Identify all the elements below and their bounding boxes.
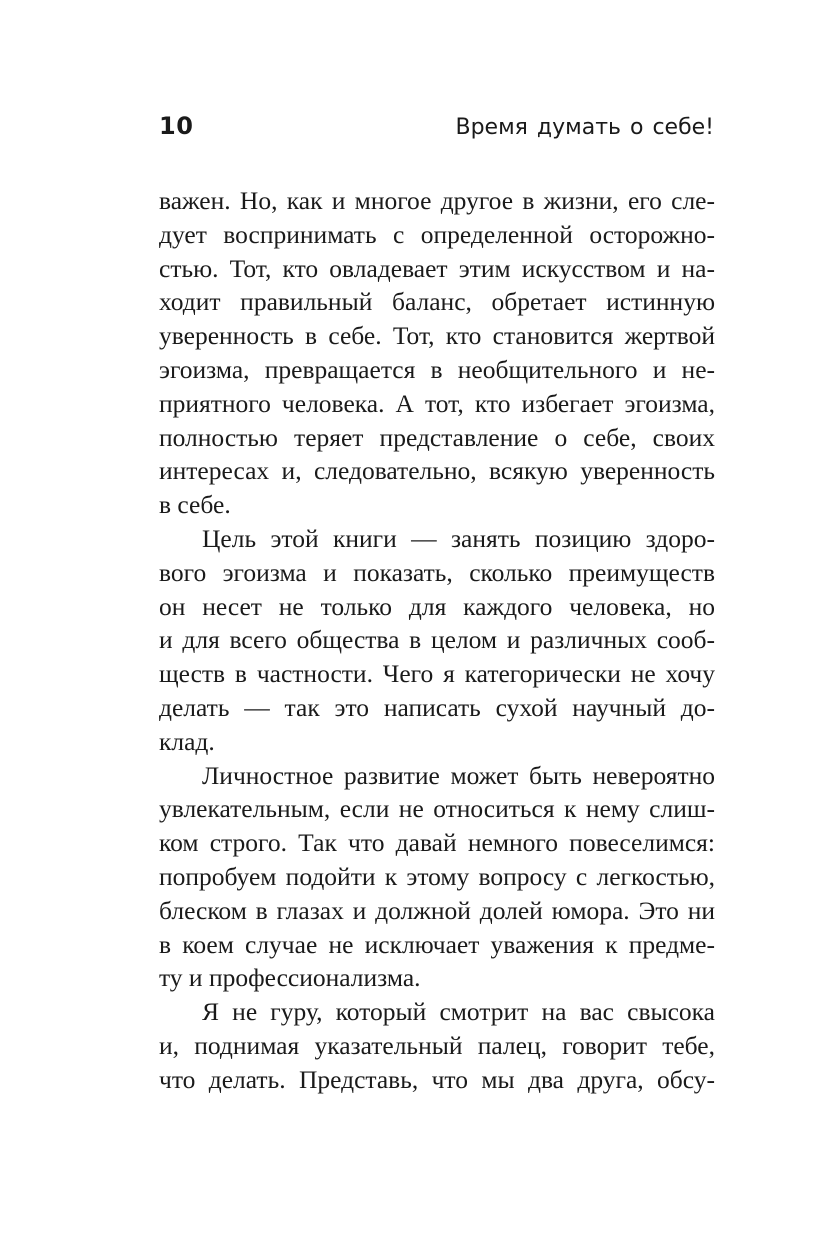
text-line: Цель этой книги — занять позицию здоро- bbox=[202, 523, 715, 553]
page-number: 10 bbox=[159, 112, 194, 140]
text-line: увлекательным, если не относиться к нему слиш- bbox=[159, 794, 715, 824]
text-line: что делать. Представь, что мы два друга, обсу- bbox=[159, 1064, 715, 1094]
text-line: в себе. bbox=[159, 490, 231, 520]
text-line: Я не гуру, который смотрит на вас свысока bbox=[202, 997, 715, 1027]
text-line: и, поднимая указательный палец, говорит тебе, bbox=[159, 1030, 715, 1060]
body-text bbox=[159, 184, 715, 1097]
text-line: и для всего общества в целом и различных сооб- bbox=[159, 625, 715, 655]
text-line: уверенность в себе. Тот, кто становится жертвой bbox=[159, 321, 715, 351]
text-line: он несет не только для каждого человека, но bbox=[159, 591, 715, 621]
text-line: попробуем подойти к этому вопросу с легкостью, bbox=[159, 861, 715, 891]
text-line: блеском в глазах и должной долей юмора. Это ни bbox=[159, 895, 715, 925]
running-head bbox=[159, 112, 714, 146]
text-line: ту и профессионализма. bbox=[159, 963, 421, 993]
text-line: ком строго. Так что давай немного повеселимся: bbox=[159, 828, 715, 858]
text-line: дует воспринимать с определенной осторожно- bbox=[159, 219, 715, 249]
text-line: Личностное развитие может быть невероятно bbox=[202, 760, 715, 790]
text-line: ществ в частности. Чего я категорически не хочу bbox=[159, 659, 715, 689]
text-line: делать — так это написать сухой научный до- bbox=[159, 692, 715, 722]
text-line: полностью теряет представление о себе, своих bbox=[159, 422, 715, 452]
running-title: Время думать о себе! bbox=[455, 115, 714, 140]
text-line: интересах и, следовательно, всякую уверенность bbox=[159, 456, 715, 486]
text-line: вого эгоизма и показать, сколько преимуществ bbox=[159, 557, 715, 587]
text-line: в коем случае не исключает уважения к предме- bbox=[159, 929, 715, 959]
text-line: ходит правильный баланс, обретает истинную bbox=[159, 287, 715, 317]
text-line: приятного человека. А тот, кто избегает эгоизма, bbox=[159, 388, 715, 418]
text-line: клад. bbox=[159, 726, 215, 756]
text-line: важен. Но, как и многое другое в жизни, его сле- bbox=[159, 186, 715, 215]
text-line: стью. Тот, кто овладевает этим искусством и на- bbox=[159, 253, 715, 283]
text-line: эгоизма, превращается в необщительного и не- bbox=[159, 354, 715, 384]
